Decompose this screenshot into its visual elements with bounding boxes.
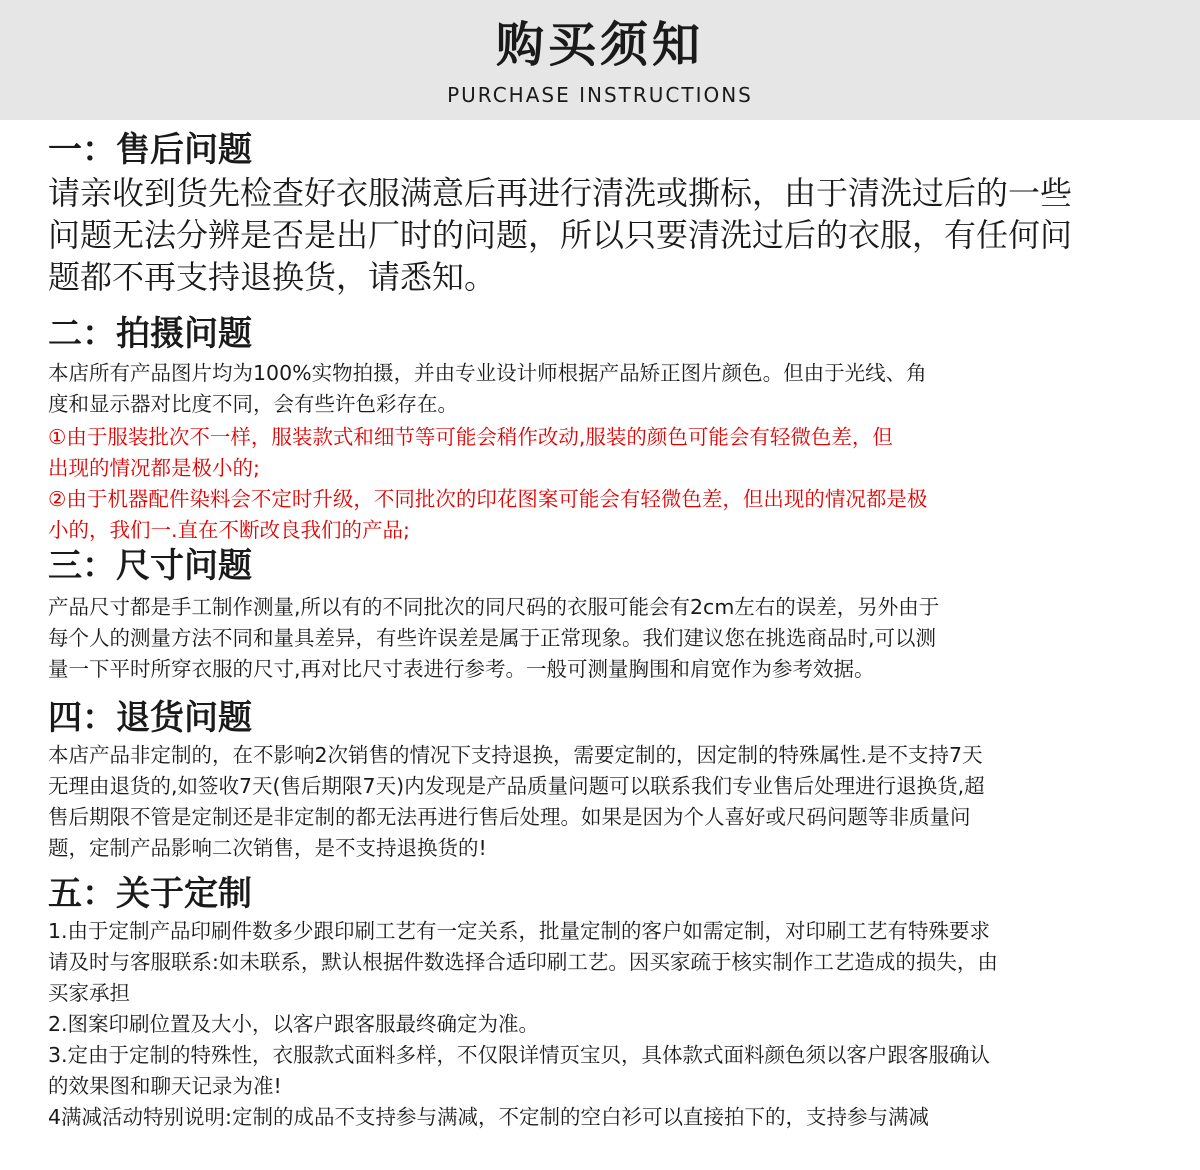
warning-line: ②由于机器配件染料会不定时升级，不同批次的印花图案可能会有轻微色差，但出现的情况都是极 (48, 487, 928, 511)
section-line: 问题无法分辨是否是出厂时的问题，所以只要清洗过后的衣服，有任何问 (48, 216, 1073, 254)
section-line: 本店产品非定制的，在不影响2次销售的情况下支持退换，需要定制的，因定制的特殊属性.是不支持7天 (48, 743, 983, 767)
section-line: 产品尺寸都是手工制作测量,所以有的不同批次的同尺码的衣服可能会有2cm左右的误差，另外由于 (48, 595, 940, 619)
page-subtitle: PURCHASE INSTRUCTIONS (447, 83, 753, 107)
warning-line: 出现的情况都是极小的; (48, 456, 260, 480)
page-title: 购买须知 (495, 17, 704, 73)
section-line: 4满减活动特别说明:定制的成品不支持参与满减，不定制的空白衫可以直接拍下的，支持参与满减 (48, 1105, 929, 1129)
section-after-sales (48, 128, 1072, 298)
section-line: 2.图案印刷位置及大小，以客户跟客服最终确定为准。 (48, 1012, 540, 1036)
section-photography (48, 312, 927, 546)
section-title: 五：关于定制 (48, 874, 252, 914)
section-line: 量一下平时所穿衣服的尺寸,再对比尺寸表进行参考。一般可测量胸围和肩宽作为参考效据。 (48, 657, 875, 681)
section-title: 二：拍摄问题 (48, 314, 252, 354)
section-line: 每个人的测量方法不同和量具差异，有些许误差是属于正常现象。我们建议您在挑选商品时,可以测 (48, 626, 937, 650)
section-title: 四：退货问题 (48, 698, 252, 738)
section-returns (48, 696, 985, 864)
warning-line: ①由于服装批次不一样，服装款式和细节等可能会稍作改动,服装的颜色可能会有轻微色差，但 (48, 425, 893, 449)
section-sizing (48, 544, 939, 685)
section-customization (48, 872, 998, 1133)
section-line: 度和显示器对比度不同，会有些许色彩存在。 (48, 392, 458, 416)
section-line: 的效果图和聊天记录为准! (48, 1074, 282, 1098)
warning-line: 小的，我们一.直在不断改良我们的产品; (48, 518, 410, 542)
section-line: 买家承担 (48, 981, 130, 1005)
section-line: 3.定由于定制的特殊性，衣服款式面料多样，不仅限详情页宝贝，具体款式面料颜色须以客户跟客服确认 (48, 1043, 991, 1067)
section-line: 题，定制产品影响二次销售，是不支持退换货的! (48, 836, 487, 860)
section-title: 一：售后问题 (48, 130, 252, 170)
section-line: 售后期限不管是定制还是非定制的都无法再进行售后处理。如果是因为个人喜好或尺码问题等非质量问 (48, 805, 971, 829)
section-line: 无理由退货的,如签收7天(售后期限7天)内发现是产品质量问题可以联系我们专业售后处理进行退换货,超 (48, 774, 985, 798)
section-title: 三：尺寸问题 (48, 546, 252, 586)
section-line: 请亲收到货先检查好衣服满意后再进行清洗或撕标，由于清洗过后的一些 (48, 174, 1073, 212)
page-header (0, 0, 1200, 120)
section-line: 本店所有产品图片均为100%实物拍摄，并由专业设计师根据产品矫正图片颜色。但由于光线、角 (48, 361, 927, 385)
section-line: 请及时与客服联系:如未联系，默认根据件数选择合适印刷工艺。因买家疏于核实制作工艺造成的损失，由 (48, 950, 998, 974)
section-line: 题都不再支持退换货，请悉知。 (48, 258, 497, 296)
section-line: 1.由于定制产品印刷件数多少跟印刷工艺有一定关系，批量定制的客户如需定制，对印刷工艺有特殊要求 (48, 919, 991, 943)
